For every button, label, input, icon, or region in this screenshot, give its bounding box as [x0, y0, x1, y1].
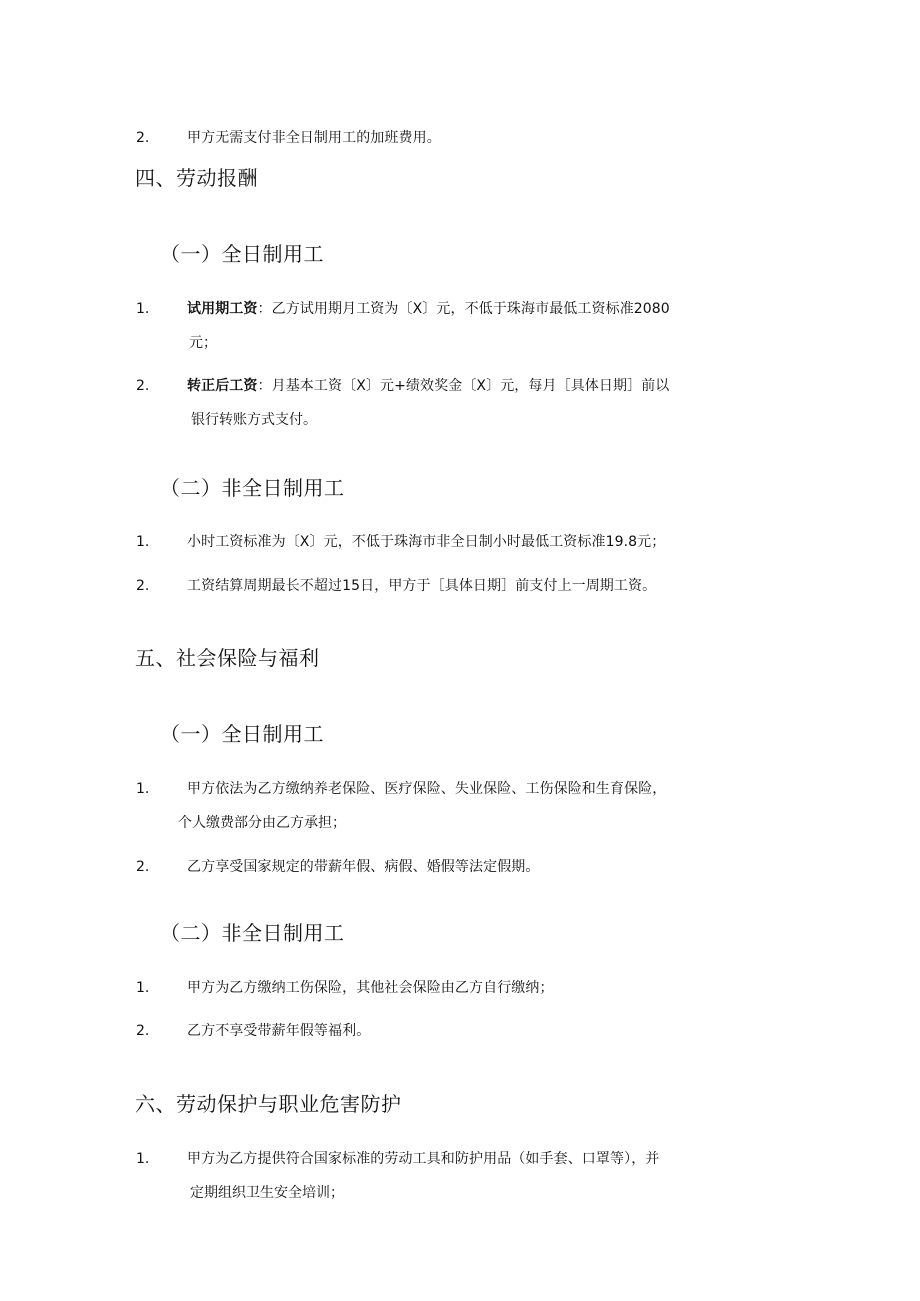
section-heading-4: 四、劳动报酬	[135, 166, 258, 190]
item-body: ：乙方试用期月工资为〔X〕元，不低于珠海市最低工资标准2080	[257, 301, 670, 317]
list-item-text: 甲方为乙方提供符合国家标准的劳动工具和防护用品（如手套、口罩等），并	[187, 1151, 660, 1167]
subsection-heading-parttime: （二）非全日制用工	[160, 921, 345, 945]
item-label: 试用期工资	[187, 301, 258, 317]
subsection-heading-parttime: （二）非全日制用工	[160, 476, 345, 500]
list-item-number: 2.	[136, 1023, 150, 1039]
list-item-continuation: 定期组织卫生安全培训；	[190, 1185, 344, 1201]
list-item-text: 甲方依法为乙方缴纳养老保险、医疗保险、失业保险、工伤保险和生育保险，	[187, 781, 667, 797]
list-item-number: 1.	[136, 534, 150, 550]
list-item-number: 1.	[136, 980, 150, 996]
list-item-continuation: 元；	[189, 335, 217, 351]
list-item-number: 1.	[136, 301, 150, 317]
list-item-number: 2.	[136, 130, 150, 146]
list-item-text: 甲方无需支付非全日制用工的加班费用。	[187, 130, 441, 146]
list-item-number: 1.	[136, 781, 150, 797]
section-heading-6: 六、劳动保护与职业危害防护	[135, 1092, 402, 1116]
list-item-text: 小时工资标准为〔X〕元，不低于珠海市非全日制小时最低工资标准19.8元；	[187, 534, 666, 550]
list-item-number: 2.	[136, 859, 150, 875]
list-item-number: 1.	[136, 1151, 150, 1167]
list-item-continuation: 个人缴费部分由乙方承担；	[178, 815, 346, 831]
item-body: ：月基本工资〔X〕元+绩效奖金〔X〕元，每月［具体日期］前以	[257, 378, 670, 394]
list-item-text: 甲方为乙方缴纳工伤保险，其他社会保险由乙方自行缴纳；	[187, 980, 554, 996]
list-item-continuation: 银行转账方式支付。	[191, 412, 317, 428]
list-item-number: 2.	[136, 578, 150, 594]
section-heading-5: 五、社会保险与福利	[135, 646, 320, 670]
list-item-text: 工资结算周期最长不超过15日，甲方于［具体日期］前支付上一周期工资。	[187, 578, 657, 594]
subsection-heading-fulltime: （一）全日制用工	[160, 242, 324, 266]
list-item-text: 乙方享受国家规定的带薪年假、病假、婚假等法定假期。	[187, 859, 540, 875]
list-item-text	[187, 376, 669, 396]
list-item-text	[187, 299, 670, 319]
list-item-text: 乙方不享受带薪年假等福利。	[187, 1023, 371, 1039]
item-label: 转正后工资	[187, 378, 258, 394]
subsection-heading-fulltime: （一）全日制用工	[160, 722, 324, 746]
list-item-number: 2.	[136, 378, 150, 394]
